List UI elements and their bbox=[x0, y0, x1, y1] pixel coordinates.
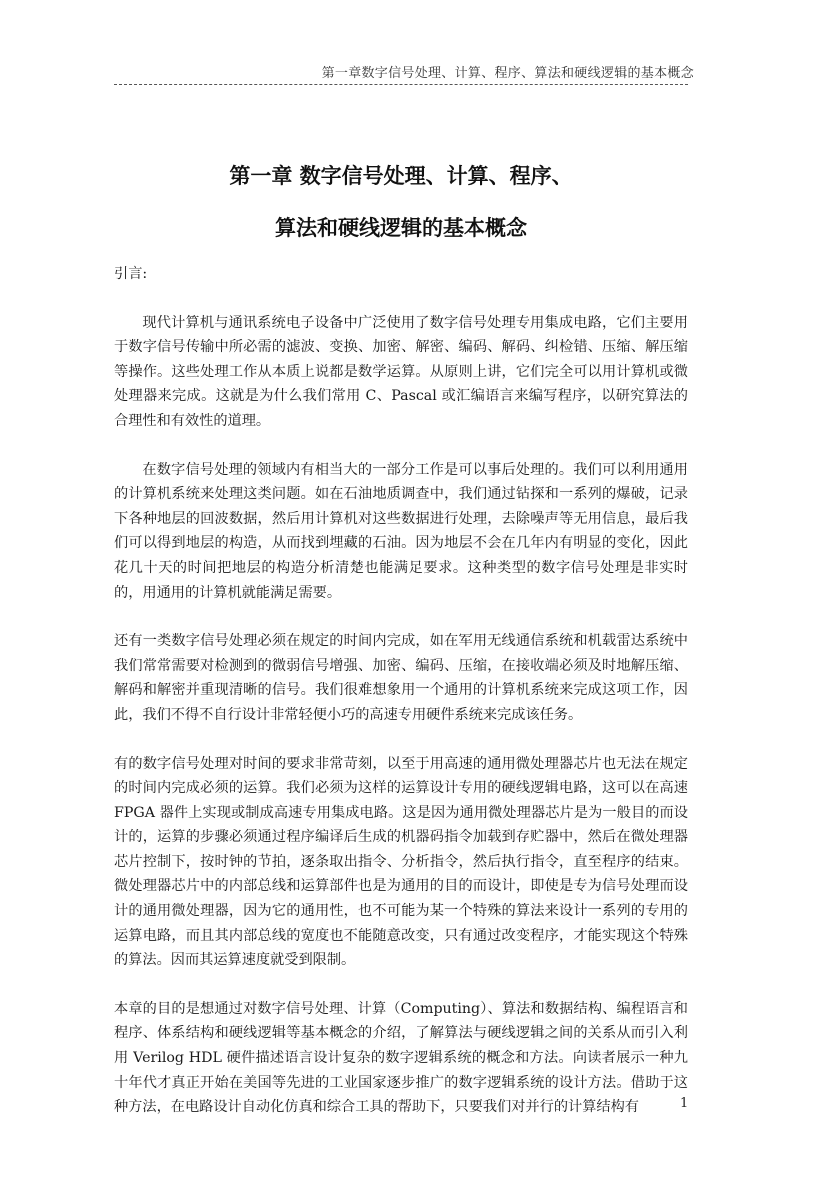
paragraph-1: 现代计算机与通讯系统电子设备中广泛使用了数字信号处理专用集成电路，它们主要用于数字信号传输中所必需的滤波、变换、加密、解密、编码、解码、纠检错、压缩、解压缩等操作。这些处理工作从本质上说都是数学运算。从原则上讲，它们完全可以用计算机或微处理器来完成。这就是为什么我们常用 C、Pascal 或汇编语言来编写程序，以研究算法的合理性和有效性的道理。 bbox=[114, 314, 688, 429]
header-divider bbox=[114, 84, 688, 85]
page-number: 1 bbox=[680, 1096, 689, 1111]
running-header: 第一章数字信号处理、计算、程序、算法和硬线逻辑的基本概念 bbox=[321, 66, 694, 81]
body-text bbox=[114, 262, 688, 1144]
paragraph-2: 在数字信号处理的领域内有相当大的一部分工作是可以事后处理的。我们可以利用通用的计算机系统来处理这类问题。如在石油地质调查中，我们通过钻探和一系列的爆破，记录下各种地层的回波数据，然后用计算机对这些数据进行处理，去除噪声等无用信息，最后我们可以得到地层的构造，从而找到埋藏的石油。因为地层不会在几年内有明显的变化，因此花几十天的时间把地层的构造分析清楚也能满足要求。这种类型的数字信号处理是非实时的，用通用的计算机就能满足需要。 bbox=[114, 461, 688, 601]
paragraph-5: 本章的目的是想通过对数字信号处理、计算（Computing）、算法和数据结构、编程语言和程序、体系结构和硬线逻辑等基本概念的介绍，了解算法与硬线逻辑之间的关系从而引入利用 Verilog HDL 硬件描述语言设计复杂的数字逻辑系统的概念和方法。向读者展示一种九十年代才真正开始在美国等先进的工业国家逐步推广的数字逻辑系统的设计方法。借助于这种方法，在电路设计自动化仿真和综合工具的帮助下，只要我们对并行的计算结构有 bbox=[114, 1000, 688, 1116]
chapter-title-line-1: 第一章 数字信号处理、计算、程序、 bbox=[229, 164, 573, 188]
paragraph-4: 有的数字信号处理对时间的要求非常苛刻，以至于用高速的通用微处理器芯片也无法在规定的时间内完成必须的运算。我们必须为这样的运算设计专用的硬线逻辑电路，这可以在高速 FPGA 器件上实现或制成高速专用集成电路。这是因为通用微处理器芯片是为一般目的而设计的，运算的步骤必须通过程序编译后生成的机器码指令加载到存贮器中，然后在微处理器芯片控制下，按时钟的节拍，逐条取出指令、分析指令，然后执行指令，直至程序的结束。微处理器芯片中的内部总线和运算部件也是为通用的目的而设计，即使是专为信号处理而设计的通用微处理器，因为它的通用性，也不可能为某一个特殊的算法来设计一系列的专用的运算电路，而且其内部总线的宽度也不能随意改变，只有通过改变程序，才能实现这个特殊的算法。因而其运算速度就受到限制。 bbox=[114, 755, 688, 969]
paragraph-3: 还有一类数字信号处理必须在规定的时间内完成，如在军用无线通信系统和机载雷达系统中我们常常需要对检测到的微弱信号增强、加密、编码、压缩，在接收端必须及时地解压缩、解码和解密并重现清晰的信号。我们很难想象用一个通用的计算机系统来完成这项工作，因此，我们不得不自行设计非常轻便小巧的高速专用硬件系统来完成该任务。 bbox=[114, 633, 688, 723]
chapter-title-line-2: 算法和硬线逻辑的基本概念 bbox=[275, 216, 527, 240]
intro-label: 引言: bbox=[114, 266, 148, 282]
chapter-title bbox=[114, 150, 688, 254]
